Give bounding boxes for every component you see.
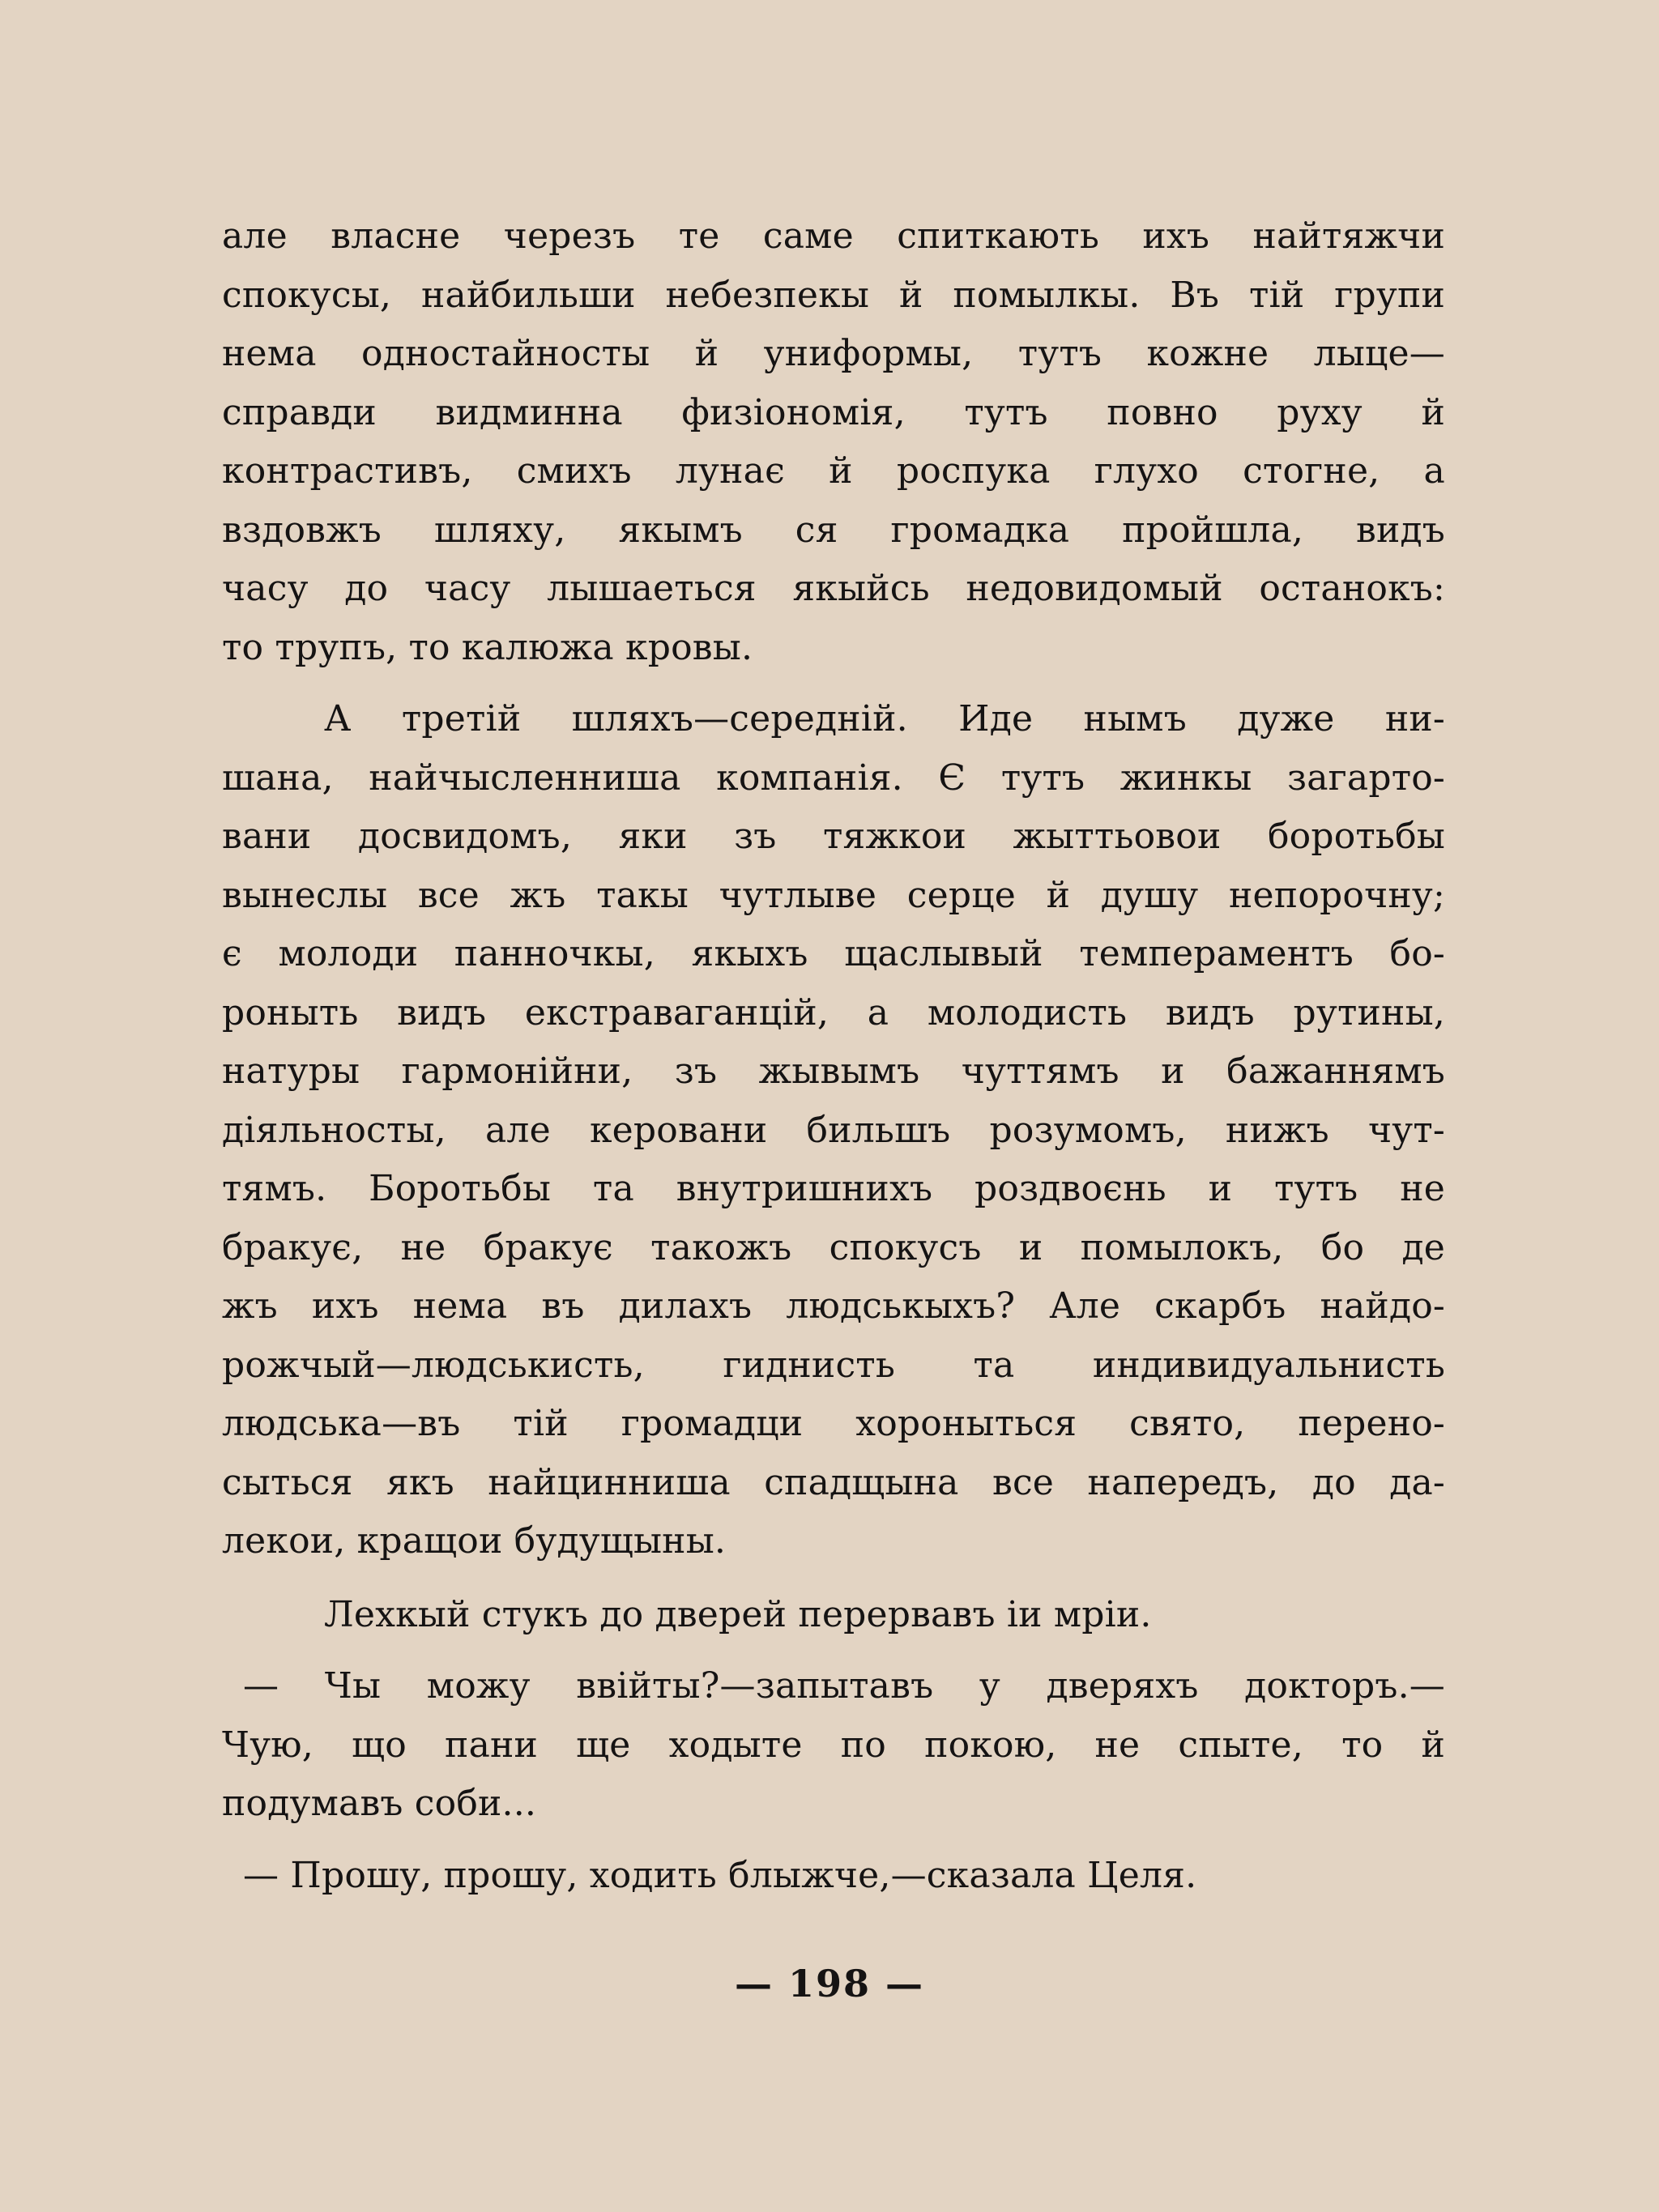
text-line: бракує, не бракує такожъ спокусъ и помылокъ, бо де bbox=[222, 1226, 1445, 1268]
text-line: Лехкый стукъ до дверей перервавъ іи мріи. bbox=[324, 1593, 1152, 1635]
text-line: — Прошу, прошу, ходить блыжче,—сказала Целя. bbox=[243, 1854, 1197, 1896]
paragraph-3 bbox=[222, 1586, 1445, 1645]
page-body bbox=[222, 207, 1445, 1905]
text-line: вынеслы все жъ такы чутлыве серце й душу непорочну; bbox=[222, 874, 1445, 916]
paragraph-1 bbox=[222, 207, 1445, 677]
page-number: — 198 — bbox=[734, 1962, 925, 2005]
text-line: вздовжъ шляху, якымъ ся громадка пройшла, видъ bbox=[222, 509, 1445, 551]
text-line: але власне черезъ те саме спиткають ихъ найтяжчи bbox=[222, 215, 1445, 257]
text-line: натуры гармонійни, зъ жывымъ чуттямъ и бажаннямъ bbox=[222, 1051, 1445, 1092]
text-line: справди видминна физіономія, тутъ повно руху й bbox=[222, 391, 1445, 433]
text-line: — Чы можу ввійты?—запытавъ у дверяхъ докторъ.— bbox=[243, 1665, 1445, 1707]
text-line: подумавъ соби... bbox=[222, 1783, 537, 1824]
text-line: контрастивъ, смихъ лунає й роспука глухо стогне, а bbox=[222, 450, 1445, 492]
text-line: людська—въ тій громадци хороныться свято, перено- bbox=[222, 1403, 1445, 1444]
paragraph-4 bbox=[222, 1657, 1445, 1834]
text-line: часу до часу лышаеться якыйсь недовидомый останокъ: bbox=[222, 568, 1445, 609]
text-line: тямъ. Боротьбы та внутришнихъ роздвоєнь и тутъ не bbox=[222, 1168, 1445, 1209]
text-line: нема одностайносты й униформы, тутъ кожне лыце— bbox=[222, 333, 1445, 374]
text-line: то трупъ, то калюжа кровы. bbox=[222, 626, 753, 668]
paragraph-5 bbox=[222, 1847, 1445, 1906]
text-line: лекои, кращои будущыны. bbox=[222, 1520, 727, 1562]
text-line: жъ ихъ нема въ дилахъ людськыхъ? Але скарбъ найдо- bbox=[222, 1285, 1445, 1327]
text-line: роныть видъ екстраваганцій, а молодисть видъ рутины, bbox=[222, 991, 1445, 1034]
text-line: рожчый—людськисть, гиднисть та индивидуальнисть bbox=[222, 1344, 1445, 1386]
text-line: спокусы, найбильши небезпекы й помылкы. Въ тій групи bbox=[222, 274, 1445, 316]
text-line: шана, найчысленниша компанія. Є тутъ жинкы загарто- bbox=[222, 757, 1445, 799]
text-line: є молоди панночкы, якыхъ щаслывый темпераментъ бо- bbox=[222, 933, 1445, 974]
text-line: А третій шляхъ—середній. Иде нымъ дуже ни- bbox=[324, 698, 1445, 739]
paragraph-2 bbox=[222, 690, 1445, 1571]
text-line: Чую, що пани ще ходыте по покою, не спыте, то й bbox=[222, 1724, 1445, 1766]
text-line: вани досвидомъ, яки зъ тяжкои жыттьовои боротьбы bbox=[222, 816, 1445, 857]
text-line: сыться якъ найцинниша спадщына все напередъ, до да- bbox=[222, 1461, 1445, 1503]
text-line: діяльносты, але керовани бильшъ розумомъ, нижъ чут- bbox=[222, 1109, 1445, 1151]
